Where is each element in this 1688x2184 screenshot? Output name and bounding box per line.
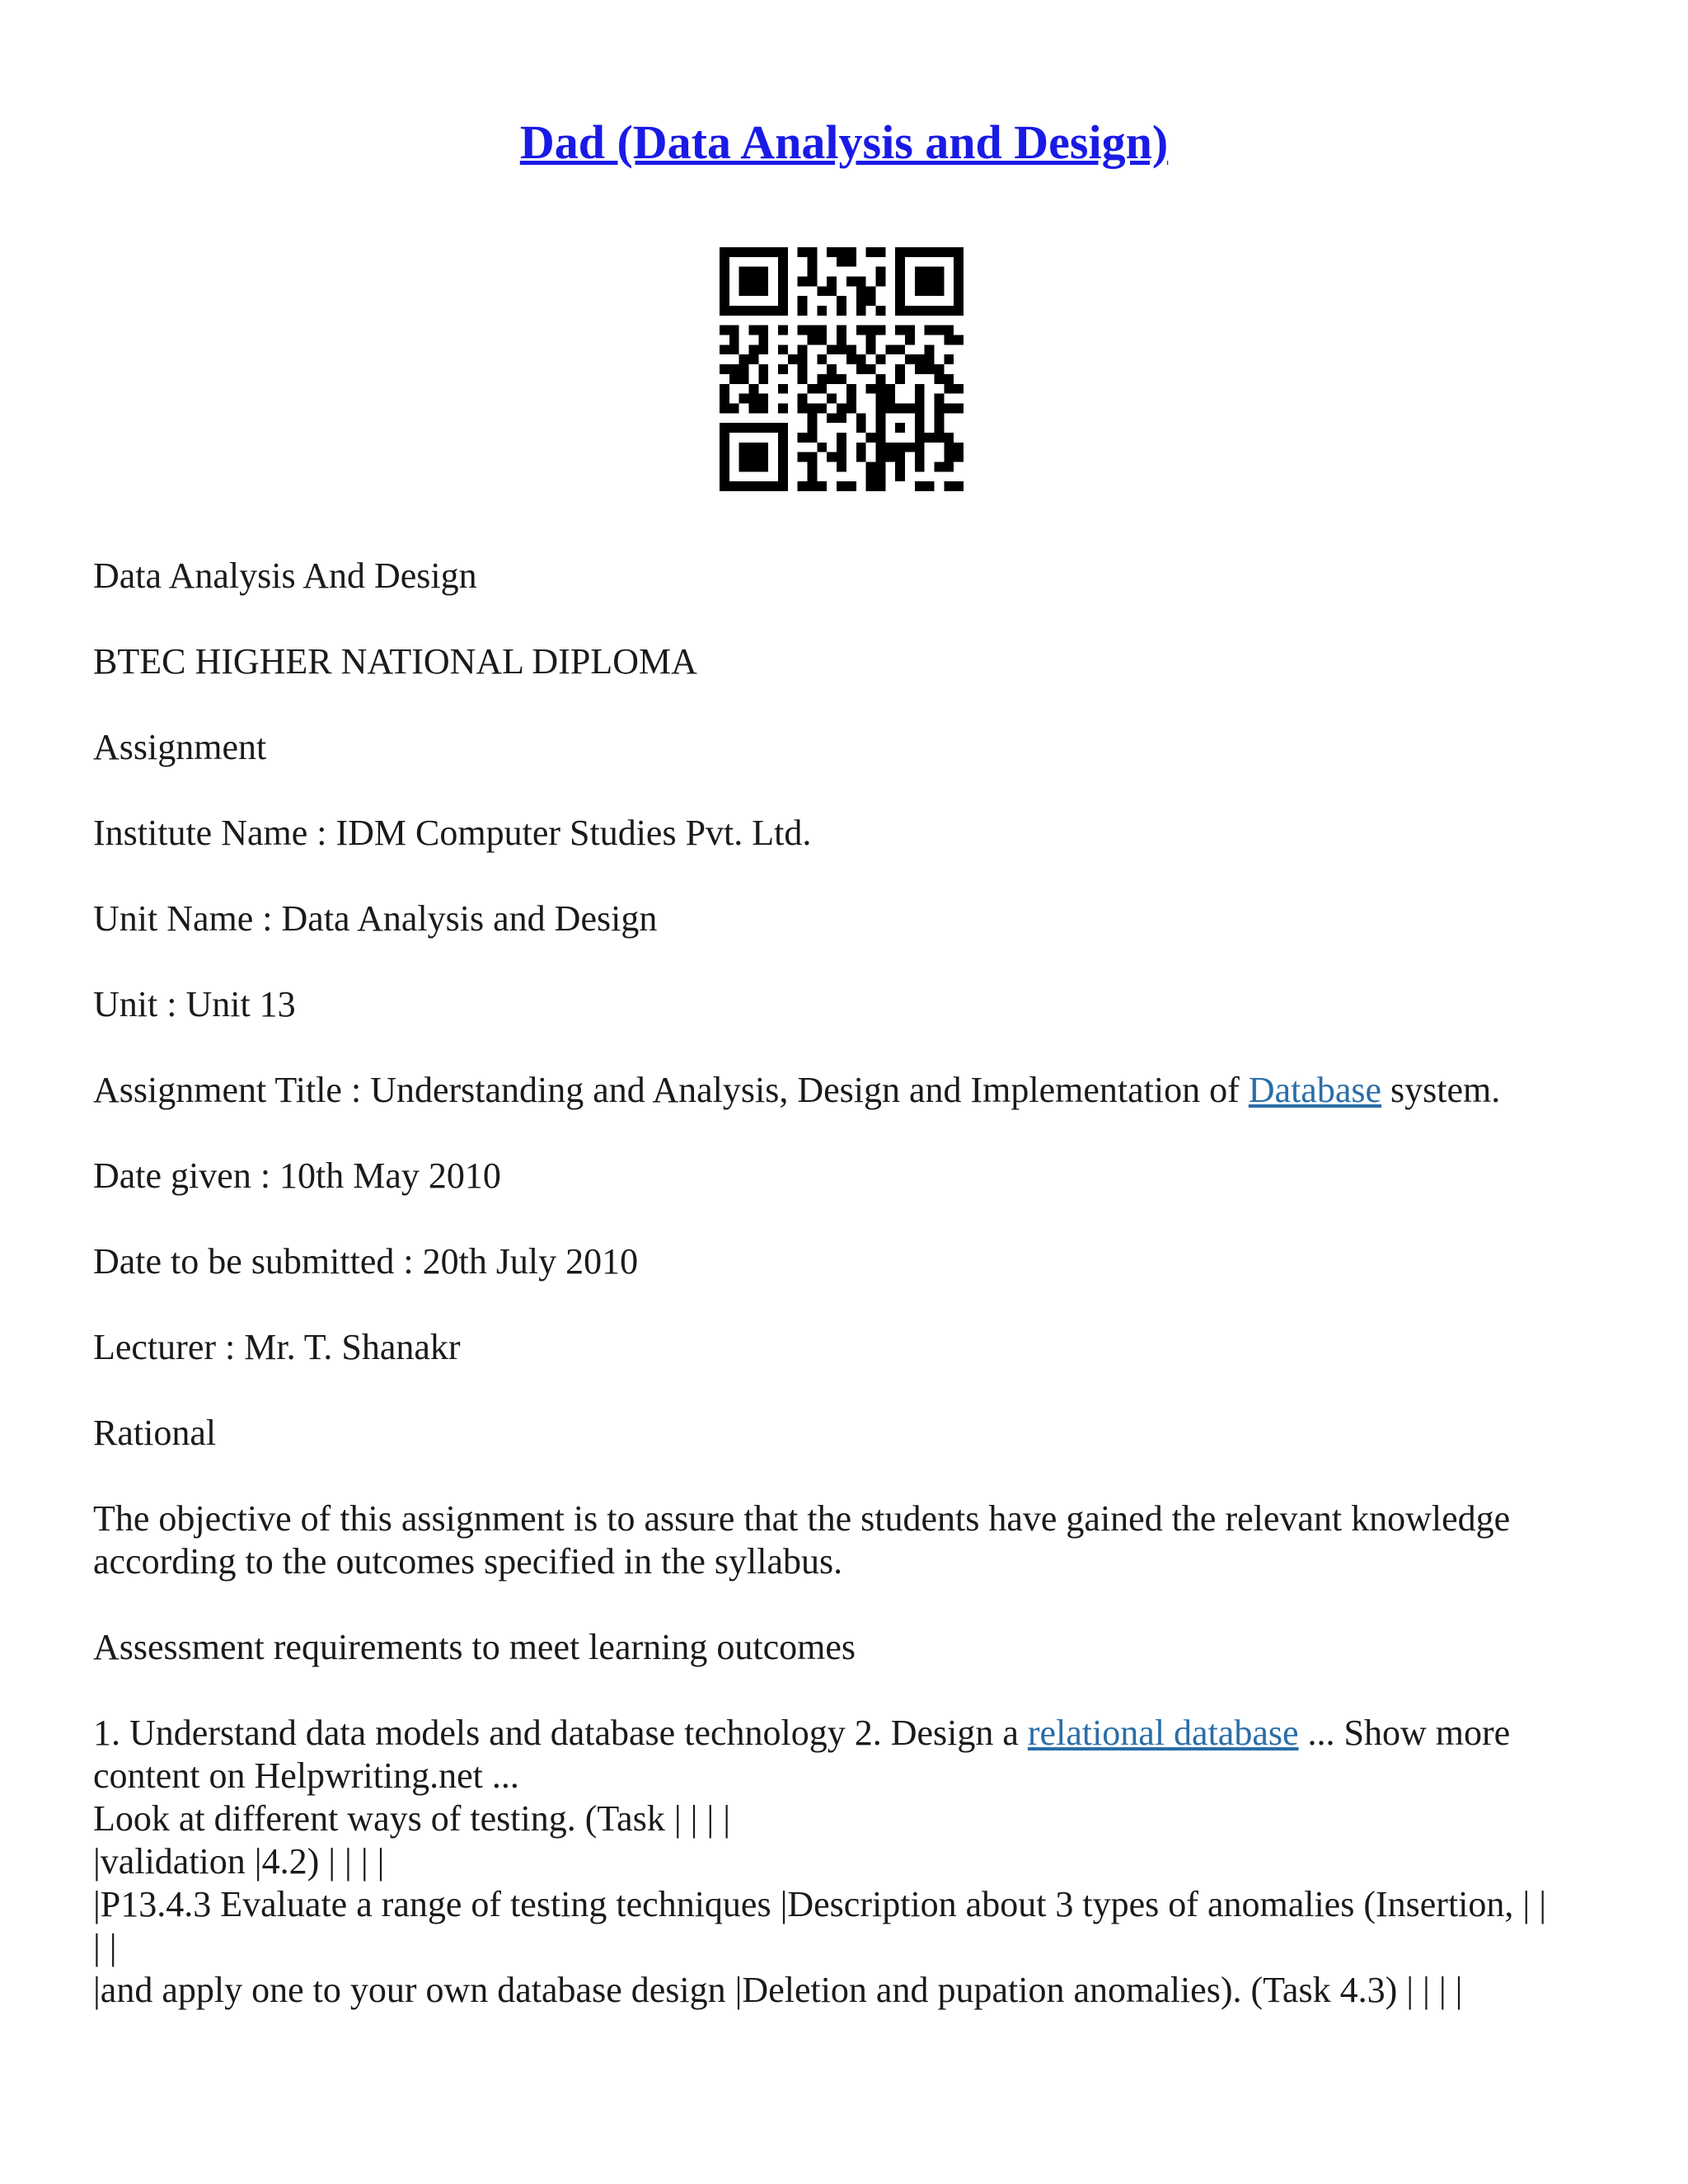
table-line: |validation |4.2) | | | |	[93, 1841, 385, 1882]
table-line: |P13.4.3 Evaluate a range of testing techniques |Description about 3 types of anomalies (Insertion, | |	[93, 1884, 1547, 1924]
course-name: Data Analysis And Design	[93, 555, 477, 596]
table-line: | |	[93, 1927, 117, 1967]
table-line: |and apply one to your own database design |Deletion and pupation anomalies). (Task 4.3) | | | |	[93, 1970, 1463, 2010]
assessment-heading: Assessment requirements to meet learning outcomes	[93, 1627, 856, 1667]
unit-number: Unit : Unit 13	[93, 984, 296, 1024]
assignment-title	[93, 1069, 1500, 1112]
rational-heading: Rational	[93, 1413, 217, 1453]
objective-paragraph: The objective of this assignment is to assure that the students have gained the relevant knowledge according to the outcomes specified in the syllabus.	[93, 1498, 1511, 1582]
institute-name: Institute Name : IDM Computer Studies Pvt. Ltd.	[93, 813, 812, 853]
database-link[interactable]: Database	[1248, 1070, 1382, 1110]
outcomes-text: 1. Understand data models and database technology 2. Design a	[93, 1713, 1028, 1753]
qr-code-icon	[720, 247, 964, 491]
table-line: Look at different ways of testing. (Task | | | |	[93, 1798, 731, 1839]
outcomes-more: ... Show more content on Helpwriting.net ...	[93, 1713, 1511, 1796]
page-title	[0, 114, 1688, 171]
outcomes-paragraph	[93, 1712, 1601, 1797]
date-given: Date given : 10th May 2010	[93, 1155, 501, 1196]
relational-database-link[interactable]: relational database	[1027, 1713, 1299, 1753]
diploma-name: BTEC HIGHER NATIONAL DIPLOMA	[93, 641, 697, 682]
assignment-title-text: Assignment Title : Understanding and Analysis, Design and Implementation of	[93, 1070, 1249, 1110]
title-link[interactable]: Dad (Data Analysis and Design)	[519, 115, 1169, 169]
assignment-title-end: system.	[1381, 1070, 1501, 1110]
document-type: Assignment	[93, 727, 267, 767]
date-submitted: Date to be submitted : 20th July 2010	[93, 1241, 639, 1282]
lecturer: Lecturer : Mr. T. Shanakr	[93, 1327, 461, 1367]
unit-name: Unit Name : Data Analysis and Design	[93, 898, 658, 939]
